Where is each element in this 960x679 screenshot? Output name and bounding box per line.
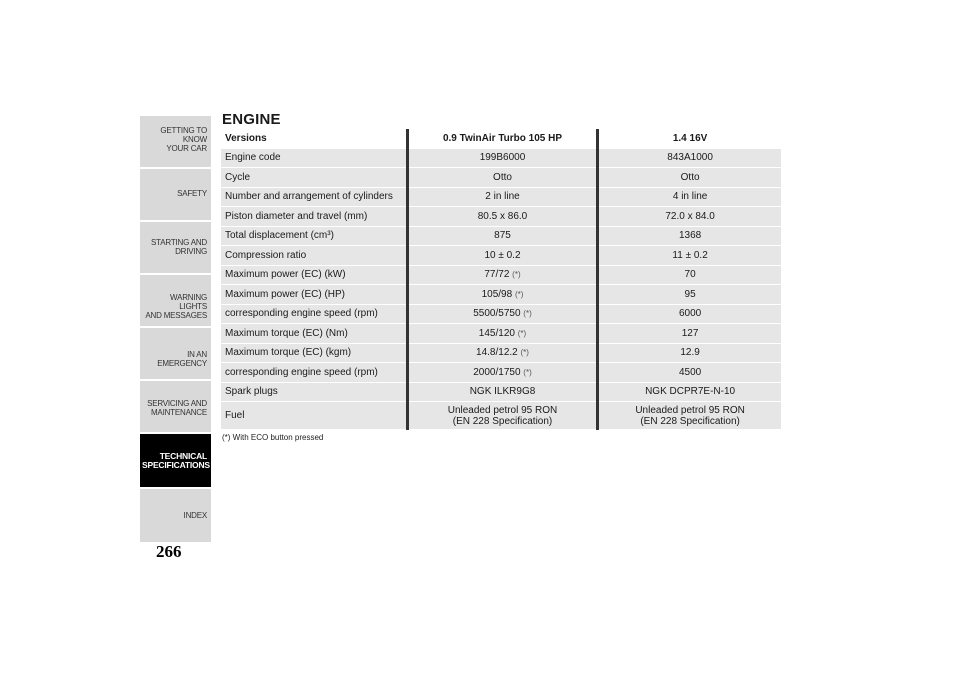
row-value-16v: 127 [598, 324, 781, 344]
row-label: Number and arrangement of cylinders [221, 187, 407, 207]
table-row-fuel [221, 402, 781, 430]
table-row [221, 285, 781, 305]
fuel-spec: (EN 228 Specification) [452, 415, 553, 427]
header-versions: Versions [221, 129, 407, 148]
section-title: ENGINE [222, 111, 281, 128]
table-row [221, 207, 781, 227]
row-value-twinair [407, 382, 597, 402]
row-label: Spark plugs [221, 382, 407, 402]
tab-label-line1: GETTING TO KNOW [160, 126, 207, 144]
value-text: NGK ILKR9G8 [469, 386, 536, 398]
value-text: 80.5 x 86.0 [477, 210, 528, 222]
row-value-twinair [407, 207, 597, 227]
value-text: 199B6000 [479, 152, 526, 164]
table-row [221, 265, 781, 285]
row-label: Maximum torque (EC) (Nm) [221, 324, 407, 344]
tab-label-line2: MAINTENANCE [150, 408, 207, 417]
row-value-16v: 72.0 x 84.0 [598, 207, 781, 227]
tab-in-an-emergency[interactable] [140, 328, 211, 379]
eco-footnote-mark: (*) [517, 328, 527, 338]
row-value-twinair [407, 304, 597, 324]
row-label: corresponding engine speed (rpm) [221, 363, 407, 383]
row-label: Total displacement (cm³) [221, 226, 407, 246]
value-text: 145/120 [478, 327, 515, 339]
value-text: 77/72 [484, 269, 510, 281]
tab-label-line1: SERVICING AND [147, 399, 207, 408]
row-value-16v: 70 [598, 265, 781, 285]
table-row [221, 382, 781, 402]
tab-warning-lights-and-messages[interactable] [140, 275, 211, 326]
row-label: Maximum torque (EC) (kgm) [221, 343, 407, 363]
eco-footnote-mark: (*) [523, 309, 532, 319]
tab-label-line1: IN AN EMERGENCY [157, 350, 207, 368]
table-row [221, 148, 781, 168]
table-row [221, 226, 781, 246]
row-value-twinair [407, 246, 597, 266]
row-label: Maximum power (EC) (kW) [221, 265, 407, 285]
value-text: 14.8/12.2 [476, 347, 518, 359]
row-label: Compression ratio [221, 246, 407, 266]
row-value-16v: 4500 [598, 363, 781, 383]
value-text: 5500/5750 [473, 308, 521, 320]
row-value-16v: 843A1000 [598, 148, 781, 168]
row-label: Fuel [221, 402, 407, 430]
row-value-twinair [407, 285, 597, 305]
tab-servicing-and-maintenance[interactable] [140, 381, 211, 432]
value-text: Otto [493, 171, 512, 183]
tab-label-line1: INDEX [183, 511, 207, 520]
row-value-twinair [407, 168, 597, 188]
row-value-16v: 6000 [598, 304, 781, 324]
value-text: 875 [494, 230, 511, 242]
table-row [221, 187, 781, 207]
tab-getting-to-know-your-car[interactable] [140, 116, 211, 167]
tab-label-line2: AND MESSAGES [145, 311, 207, 320]
row-value-twinair [407, 343, 597, 363]
tab-technical-specifications[interactable] [140, 434, 211, 487]
tab-label-line1: WARNING LIGHTS [170, 293, 207, 311]
row-value-twinair [407, 324, 597, 344]
eco-footnote-mark: (*) [514, 289, 524, 299]
row-value-16v: NGK DCPR7E-N-10 [598, 382, 781, 402]
row-value-twinair [407, 148, 597, 168]
fuel-type: Unleaded petrol 95 RON [635, 404, 745, 416]
table-header-row [221, 129, 781, 148]
table-body [221, 148, 781, 430]
table-row [221, 168, 781, 188]
row-value-16v: 12.9 [598, 343, 781, 363]
row-label: Piston diameter and travel (mm) [221, 207, 407, 227]
tab-starting-and-driving[interactable] [140, 222, 211, 273]
tab-index[interactable] [140, 489, 211, 542]
tab-label-line2: DRIVING [175, 247, 207, 256]
fuel-spec: (EN 228 Specification) [640, 415, 740, 427]
footnote: (*) With ECO button pressed [222, 433, 324, 442]
eco-footnote-mark: (*) [520, 348, 529, 358]
tab-label-line1: SAFETY [177, 189, 207, 198]
value-text: 2 in line [485, 191, 520, 203]
row-value-twinair [407, 226, 597, 246]
tab-label-line1: STARTING AND [151, 238, 207, 247]
value-text: 10 ± 0.2 [484, 249, 521, 261]
tab-safety[interactable] [140, 169, 211, 220]
row-label: corresponding engine speed (rpm) [221, 304, 407, 324]
value-text: 105/98 [481, 288, 513, 300]
value-text: 2000/1750 [473, 366, 521, 378]
row-value-16v: 4 in line [598, 187, 781, 207]
table-row [221, 343, 781, 363]
header-twinair: 0.9 TwinAir Turbo 105 HP [407, 129, 597, 148]
table-row [221, 246, 781, 266]
row-value-twinair [407, 363, 597, 383]
tab-label-line2: SPECIFICATIONS [142, 460, 210, 470]
header-16v: 1.4 16V [598, 129, 781, 148]
row-label: Maximum power (EC) (HP) [221, 285, 407, 305]
row-value-twinair [407, 187, 597, 207]
row-label: Engine code [221, 148, 407, 168]
row-value-16v: 1368 [598, 226, 781, 246]
row-value-twinair [407, 265, 597, 285]
table-row [221, 324, 781, 344]
row-label: Cycle [221, 168, 407, 188]
row-value-16v: Otto [598, 168, 781, 188]
row-value-16v [598, 402, 781, 430]
fuel-type: Unleaded petrol 95 RON [447, 404, 558, 416]
table-row [221, 304, 781, 324]
tab-label-line1: TECHNICAL [159, 451, 207, 461]
eco-footnote-mark: (*) [523, 367, 532, 377]
row-value-16v: 95 [598, 285, 781, 305]
eco-footnote-mark: (*) [512, 270, 521, 280]
page-number: 266 [156, 542, 182, 561]
tab-label-line2: YOUR CAR [166, 144, 207, 153]
engine-spec-table [221, 129, 781, 430]
row-value-16v: 11 ± 0.2 [598, 246, 781, 266]
table-row [221, 363, 781, 383]
row-value-twinair [407, 402, 597, 430]
